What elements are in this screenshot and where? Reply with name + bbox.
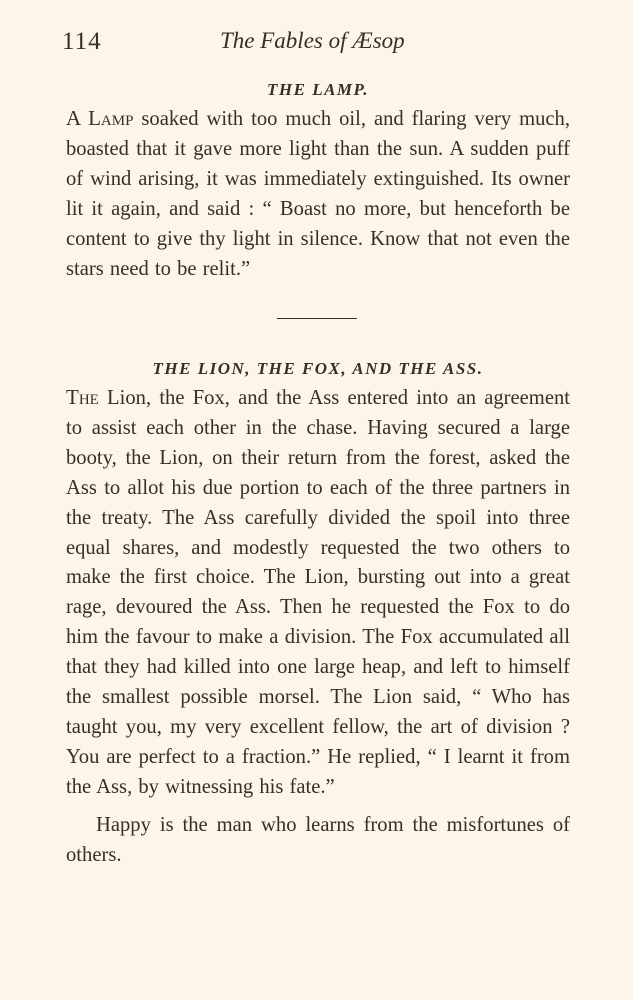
- fable-title: THE LAMP.: [267, 80, 369, 99]
- running-head: [62, 28, 572, 64]
- fable-the-lion-the-fox-and-the-ass: [66, 355, 570, 871]
- section-divider: [277, 318, 357, 319]
- fable-moral: Happy is the man who learns from the misfortunes of others.: [66, 813, 570, 866]
- lead-word: A Lamp: [66, 106, 134, 130]
- fable-text: Lion, the Fox, and the Ass entered into an agreement to assist each other in the chase. Having secured a large booty, the Lion, on their return from the forest, asked the Ass to allot his due portion to each of the three partners in the treaty. The Ass carefully divided the spoil into three equal shares, and modestly requested the two others to make the first choice. The Lion, bursting out into a great rage, devoured the Ass. Then he requested the Fox to do him the favour to make a division. The Fox accumulated all that they had killed into one large heap, and left to himself the smallest possible morsel. The Lion said, “ Who has taught you, my very excellent fellow, the art of division ? You are perfect to a fraction.” He replied, “ I learnt it from the Ass, by witnessing his fate.”: [66, 387, 570, 798]
- page-number: 114: [62, 28, 102, 55]
- fable-text: soaked with too much oil, and flaring very much, boasted that it gave more light than the sun. A sudden puff of wind arising, it was immediately extinguished. Its owner lit it again, and said : “ Boast no more, but henceforth be content to give thy light in silence. Know that not even the stars need to be relit.”: [66, 108, 570, 280]
- fable-body: [66, 383, 570, 803]
- running-title: The Fables of Æsop: [220, 28, 405, 53]
- fable-the-lamp: [66, 76, 570, 284]
- lead-word: The: [66, 385, 99, 409]
- fable-title: THE LION, THE FOX, AND THE ASS.: [152, 359, 484, 378]
- fable-body: [66, 104, 570, 284]
